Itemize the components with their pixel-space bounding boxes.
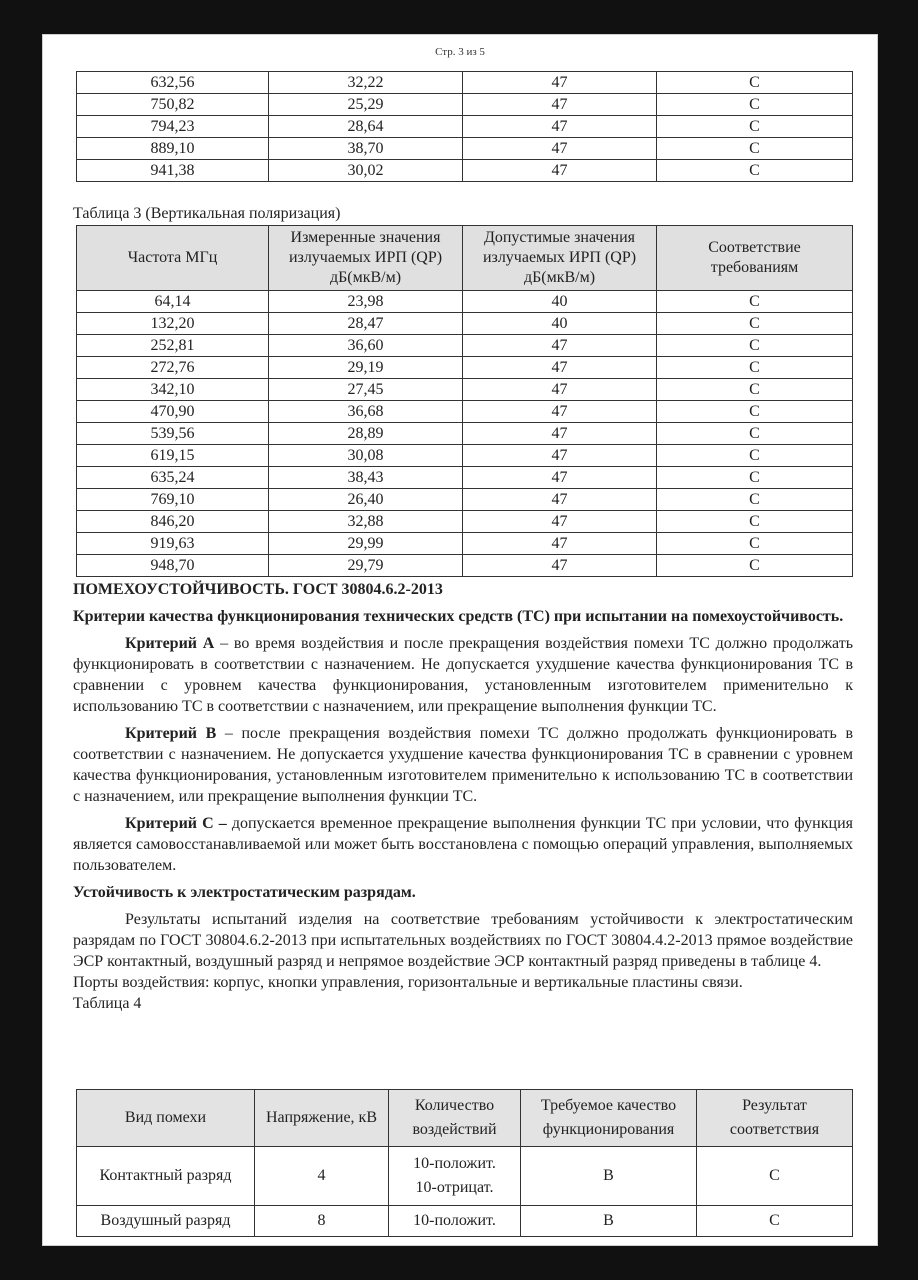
column-header: Частота МГц: [77, 226, 269, 291]
esd-heading: Устойчивость к электростатическим разрядам.: [73, 884, 416, 901]
table-cell: 23,98: [269, 291, 463, 313]
table-cell: В: [521, 1147, 697, 1206]
table-cell: С: [657, 138, 853, 160]
table-cell: 470,90: [77, 401, 269, 423]
table-cell: 47: [463, 533, 657, 555]
table-cell: 539,56: [77, 423, 269, 445]
table-cell: 47: [463, 467, 657, 489]
table-cell: С: [657, 401, 853, 423]
table-cell: С: [697, 1147, 853, 1206]
table-row: [77, 116, 853, 138]
table-cell: 47: [463, 94, 657, 116]
table-cell: Воздушный разряд: [77, 1206, 255, 1237]
table-cell: 47: [463, 379, 657, 401]
table-header-row: [77, 1090, 853, 1147]
table-cell: С: [657, 357, 853, 379]
table-cell: 36,68: [269, 401, 463, 423]
table-cell: 794,23: [77, 116, 269, 138]
table-cell: 846,20: [77, 511, 269, 533]
table-cell: 47: [463, 72, 657, 94]
table-cell: 252,81: [77, 335, 269, 357]
table-header-row: [77, 226, 853, 291]
table-cell: С: [657, 555, 853, 577]
table-row: [77, 511, 853, 533]
table-cell: 25,29: [269, 94, 463, 116]
table-row: [77, 160, 853, 182]
table3-caption: Таблица 3 (Вертикальная поляризация): [73, 205, 341, 222]
table-cell: В: [521, 1206, 697, 1237]
table-cell: 28,89: [269, 423, 463, 445]
table-cell: 47: [463, 511, 657, 533]
table-row: [77, 445, 853, 467]
table-cell: С: [657, 511, 853, 533]
table-row: [77, 489, 853, 511]
table-cell: 889,10: [77, 138, 269, 160]
table-cell: С: [657, 72, 853, 94]
criteria-heading: Критерии качества функционирования технических средств (ТС) при испытании на помехоустойчивость.: [73, 608, 844, 625]
table-cell: 132,20: [77, 313, 269, 335]
table-row: [77, 1206, 853, 1237]
table-row: [77, 357, 853, 379]
table-cell: С: [657, 489, 853, 511]
table-row: [77, 94, 853, 116]
table-cell: С: [657, 467, 853, 489]
table-cell: С: [657, 94, 853, 116]
table-cell: 750,82: [77, 94, 269, 116]
table-cell: 47: [463, 423, 657, 445]
table-cell: 47: [463, 116, 657, 138]
table-cell: 32,22: [269, 72, 463, 94]
column-header: Соответствие требованиям: [657, 226, 853, 291]
section-title: ПОМЕХОУСТОЙЧИВОСТЬ. ГОСТ 30804.6.2-2013: [73, 581, 443, 598]
table-row: [77, 467, 853, 489]
table-cell: 47: [463, 138, 657, 160]
esd-paragraph: Результаты испытаний изделия на соответствие требованиям устойчивости к электростатическим разрядам по ГОСТ 30804.6.2-2013 при испытательных воздействиях по ГОСТ 30804.4.2-2013 прямое воздействие ЭСР контактный, воздушный разряд и непрямое воздействие ЭСР контактный разряд приведены в таблице 4.: [73, 911, 853, 970]
table-row: [77, 555, 853, 577]
table-cell: С: [697, 1206, 853, 1237]
document-page: [42, 34, 878, 1246]
table-cell: С: [657, 291, 853, 313]
table-cell: 47: [463, 445, 657, 467]
criterion-c-paragraph: [73, 813, 853, 876]
table-cell: 36,60: [269, 335, 463, 357]
criterion-c-label: Критерий С –: [125, 815, 227, 832]
table-cell: 38,70: [269, 138, 463, 160]
table-cell: 948,70: [77, 555, 269, 577]
table-cell: 27,45: [269, 379, 463, 401]
table-cell: 47: [463, 335, 657, 357]
table-cell: 47: [463, 160, 657, 182]
table-cell: 40: [463, 313, 657, 335]
table-cell: 30,02: [269, 160, 463, 182]
table-cell: 38,43: [269, 467, 463, 489]
page-number: Стр. 3 из 5: [435, 46, 485, 58]
table-cell: Контактный разряд: [77, 1147, 255, 1206]
table-top-continuation: [76, 71, 853, 182]
table-cell: С: [657, 533, 853, 555]
table-cell: С: [657, 423, 853, 445]
table-cell: 40: [463, 291, 657, 313]
table-cell: 635,24: [77, 467, 269, 489]
table-row: [77, 138, 853, 160]
table-cell: 64,14: [77, 291, 269, 313]
table-row: [77, 1147, 853, 1206]
table3: [76, 225, 853, 577]
table-cell: 32,88: [269, 511, 463, 533]
column-header: Измеренные значения излучаемых ИРП (QP) дБ(мкВ/м): [269, 226, 463, 291]
column-header: Вид помехи: [77, 1090, 255, 1147]
column-header: Результат соответствия: [697, 1090, 853, 1147]
table-row: [77, 379, 853, 401]
table-cell: 30,08: [269, 445, 463, 467]
table-cell: С: [657, 313, 853, 335]
table-cell: С: [657, 335, 853, 357]
table-cell: 47: [463, 401, 657, 423]
table-cell: 619,15: [77, 445, 269, 467]
criterion-c-text: допускается временное прекращение выполнения функции ТС при условии, что функция является самовосстанавливаемой или может быть восстановлена с помощью операций управления, выполняемых пользователем.: [73, 815, 853, 874]
table4-caption: Таблица 4: [73, 995, 142, 1012]
table-row: [77, 72, 853, 94]
table-cell: 769,10: [77, 489, 269, 511]
table-cell: 342,10: [77, 379, 269, 401]
table-cell: 29,19: [269, 357, 463, 379]
table-row: [77, 335, 853, 357]
criterion-a-text: – во время воздействия и после прекращения воздействия помехи ТС должно продолжать функционировать в соответствии с назначением. Не допускается ухудшение качества функционирования ТС в сравнении с уровнем качества функционирования, установленным изготовителем применительно к использованию ТС в соответствии с назначением, или прекращение выполнения функции ТС.: [73, 635, 853, 715]
table-row: [77, 313, 853, 335]
column-header: Напряжение, кВ: [255, 1090, 389, 1147]
column-header: Допустимые значения излучаемых ИРП (QP) дБ(мкВ/м): [463, 226, 657, 291]
table-cell: 47: [463, 357, 657, 379]
table-cell: С: [657, 116, 853, 138]
table-cell: 29,79: [269, 555, 463, 577]
table4: [76, 1089, 853, 1237]
table-cell: С: [657, 445, 853, 467]
table-cell: 29,99: [269, 533, 463, 555]
table-cell: С: [657, 160, 853, 182]
table-cell: 632,56: [77, 72, 269, 94]
table-cell: 47: [463, 489, 657, 511]
table-cell: 4: [255, 1147, 389, 1206]
table-cell: 28,64: [269, 116, 463, 138]
criterion-b-label: Критерий В: [125, 725, 217, 742]
table-cell: 272,76: [77, 357, 269, 379]
criterion-a-paragraph: [73, 633, 853, 717]
ports-paragraph: Порты воздействия: корпус, кнопки управления, горизонтальные и вертикальные пластины связи.: [73, 974, 743, 991]
table-cell: 10-положит.: [389, 1206, 521, 1237]
table-row: [77, 533, 853, 555]
column-header: Количество воздействий: [389, 1090, 521, 1147]
table-row: [77, 423, 853, 445]
table-cell: 26,40: [269, 489, 463, 511]
table-row: [77, 401, 853, 423]
criterion-a-label: Критерий А: [125, 635, 215, 652]
criterion-b-text: – после прекращения воздействия помехи ТС должно продолжать функционировать в соответствии с назначением. Не допускается ухудшение качества функционирования ТС в сравнении с уровнем качества функционирования, установленным изготовителем применительно к использованию ТС в соответствии с назначением, или прекращение выполнения функции ТС.: [73, 725, 854, 805]
table-cell: 919,63: [77, 533, 269, 555]
table-cell: С: [657, 379, 853, 401]
table-cell: 28,47: [269, 313, 463, 335]
table-cell: 10-положит. 10-отрицат.: [389, 1147, 521, 1206]
table-cell: 941,38: [77, 160, 269, 182]
table-cell: 8: [255, 1206, 389, 1237]
document-body: [73, 579, 853, 1014]
column-header: Требуемое качество функционирования: [521, 1090, 697, 1147]
table-cell: 47: [463, 555, 657, 577]
table-row: [77, 291, 853, 313]
criterion-b-paragraph: [73, 723, 853, 807]
